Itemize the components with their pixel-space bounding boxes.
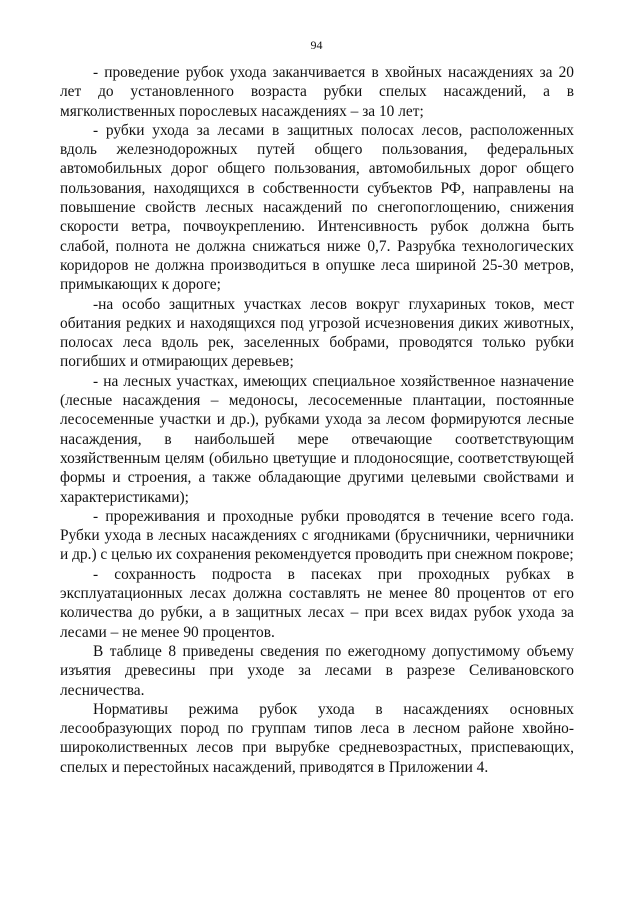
paragraph-thinning-completion: - проведение рубок ухода заканчивается в хвойных насаждениях за 20 лет до установленного возраста рубки спелых насаждений, а в мягколиственных порослевых насаждениях – за 10 лет; (60, 64, 574, 120)
page-number: 94 (310, 38, 323, 52)
document-body (60, 63, 574, 777)
paragraph-thinning-timing: - прореживания и проходные рубки проводятся в течение всего года. Рубки ухода в лесных насаждениях с ягодниками (брусничники, черничники и др.) с целью их сохранения рекомендуется проводить при снежном покрове; (60, 507, 574, 564)
paragraph-specially-protected-areas: -на особо защитных участках лесов вокруг глухариных токов, мест обитания редких и находящихся под угрозой исчезновения диких животных, полосах леса вдоль рек, заселенных бобрами, проводятся только рубки погибших и отмирающих деревьев; (60, 295, 574, 371)
paragraph-table-8-reference: В таблице 8 приведены сведения по ежегодному допустимому объему изъятия древесины при уходе за лесами в разрезе Селивановского лесничества. (60, 642, 574, 699)
paragraph-undergrowth-preservation: - сохранность подроста в пасеках при проходных рубках в эксплуатационных лесах должна составлять не менее 80 процентов от его количества до рубки, а в защитных лесах – при всех видах рубок ухода за лесами – не менее 90 процентов. (60, 565, 574, 641)
paragraph-special-purpose-plots: - на лесных участках, имеющих специальное хозяйственное назначение (лесные насаждения – медоносы, лесосеменные плантации, постоянные лесосеменные участки и др.), рубками ухода за лесом формируются лесные насаждения, в наибольшей мере отвечающие соответствующим хозяйственным целям (обильно цветущие и плодоносящие, соответствующей формы и строения, а также обладающие другими целевыми свойствами и характеристиками); (60, 372, 574, 506)
paragraph-protective-strips: - рубки ухода за лесами в защитных полосах лесов, расположенных вдоль железнодорожных путей общего пользования, федеральных автомобильных дорог общего пользования, автомобильных дорог общего пользования, находящихся в собственности субъектов РФ, направлены на повышение свойств лесных насаждений по снегопоглощению, снижения скорости ветра, почвоукреплению. Интенсивность рубок должна быть слабой, полнота не должна снижаться ниже 0,7. Разрубка технологических коридоров не должна производиться в опушке леса шириной 25-30 метров, примыкающих к дороге; (60, 121, 574, 294)
paragraph-appendix-4-reference: Нормативы режима рубок ухода в насаждениях основных лесообразующих пород по группам типов леса в лесном районе хвойно-широколиственных лесов при вырубке средневозрастных, приспевающих, спелых и перестойных насаждений, приводятся в Приложении 4. (60, 700, 574, 776)
